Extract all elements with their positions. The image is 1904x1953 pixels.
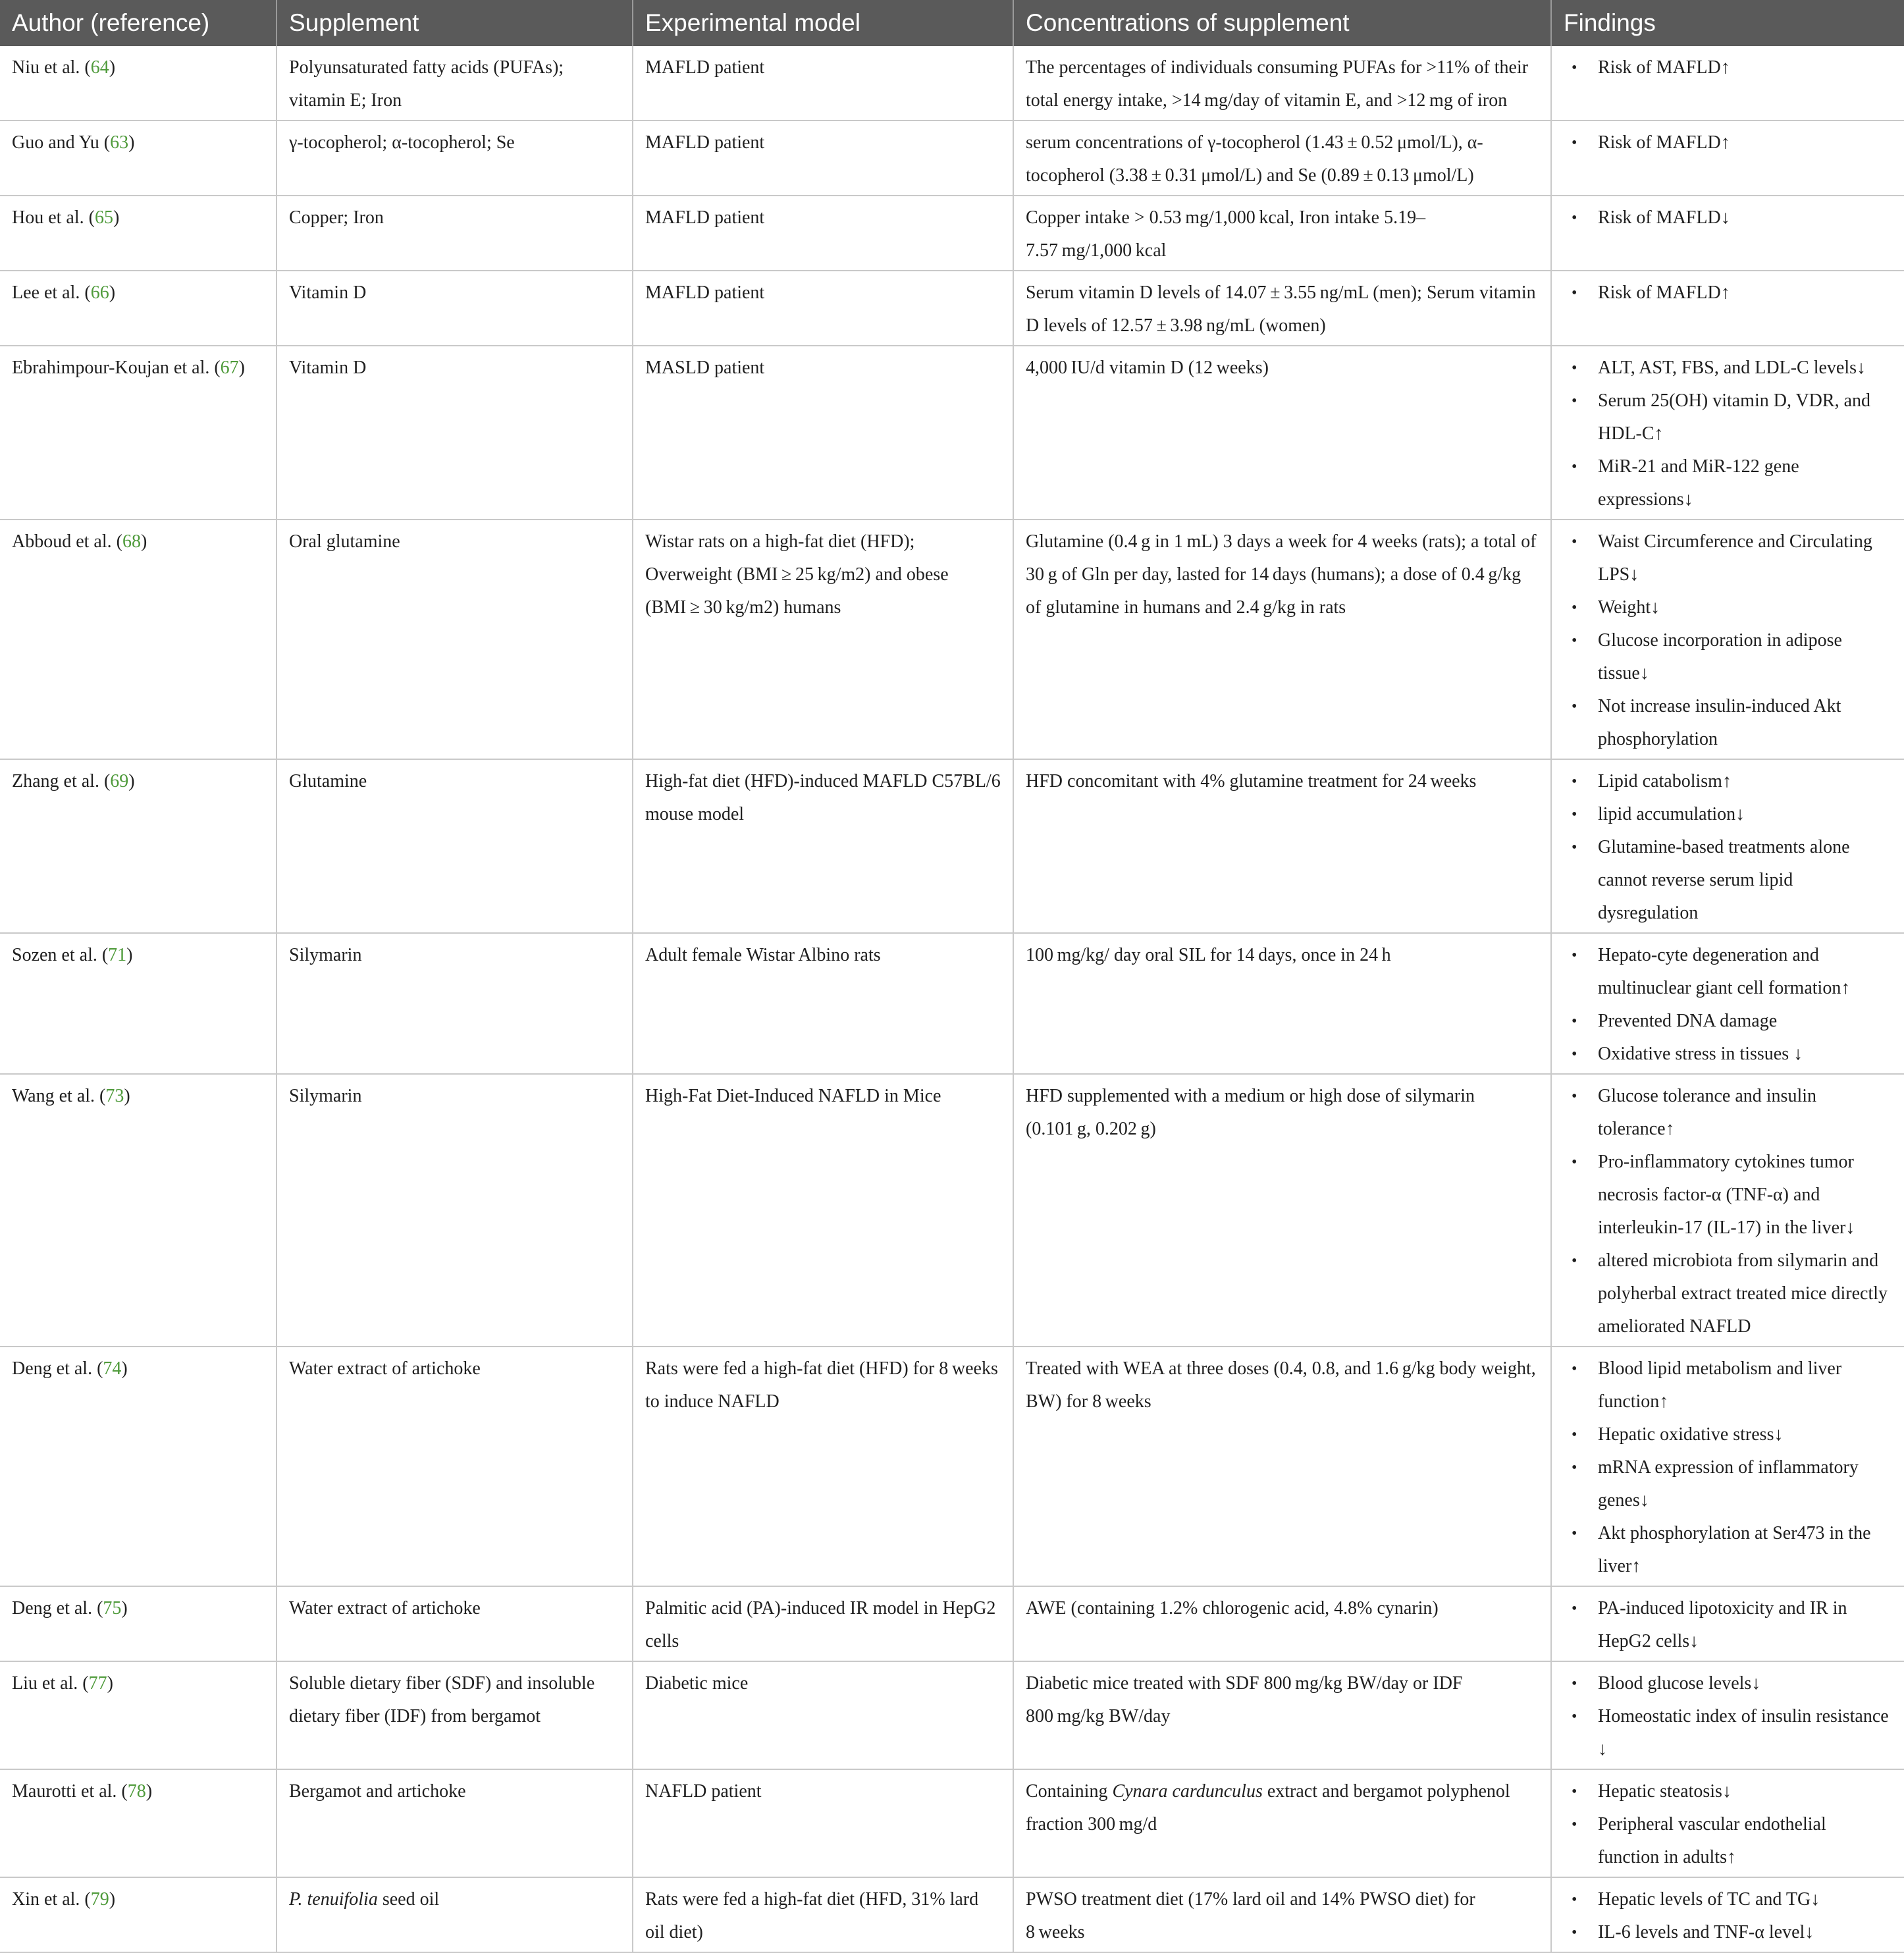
author-name: Xin et al. ( [12,1889,91,1910]
author-name: Liu et al. ( [12,1673,89,1694]
supplement-text: Polyunsaturated fatty acids (PUFAs); vitamin E; Iron [289,57,564,111]
cell-model [633,1074,1013,1347]
finding-item: • Hepato-cyte degeneration and multinuclear giant cell formation↑ [1564,939,1892,1005]
table-row [0,346,1904,520]
finding-item: • Glutamine-based treatments alone cannot reverse serum lipid dysregulation [1564,831,1892,930]
table-row [0,520,1904,759]
cell-concentration [1013,1769,1551,1877]
finding-item: • Prevented DNA damage [1564,1005,1892,1038]
reference-close: ) [140,531,147,552]
model-text: MAFLD patient [645,132,765,153]
cell-concentration [1013,1586,1551,1661]
author-name: Sozen et al. ( [12,945,109,965]
table-row [0,1769,1904,1877]
concentration-text: 4,000 IU/d vitamin D (12 weeks) [1026,358,1269,378]
cell-supplement [277,1769,633,1877]
cell-model [633,1769,1013,1877]
concentration-italic: Cynara cardunculus [1112,1781,1263,1802]
finding-item: • Pro-inflammatory cytokines tumor necrosis factor-α (TNF-α) and interleukin-17 (IL-17) in the liver↓ [1564,1146,1892,1244]
supplement-text: Soluble dietary fiber (SDF) and insoluble dietary fiber (IDF) from bergamot [289,1673,595,1726]
finding-item: • Risk of MAFLD↓ [1564,201,1892,234]
model-text: High-Fat Diet-Induced NAFLD in Mice [645,1086,941,1106]
supplement-text: Silymarin [289,945,362,965]
cell-author [0,1769,277,1877]
author-name: Hou et al. ( [12,207,95,228]
reference-close: ) [128,132,135,153]
table-row [0,1661,1904,1769]
finding-item: • Hepatic oxidative stress↓ [1564,1418,1892,1451]
concentration-prefix: Containing [1026,1781,1113,1802]
supplement-text: Vitamin D [289,358,367,378]
concentration-text: Treated with WEA at three doses (0.4, 0.8, and 1.6 g/kg body weight, BW) for 8 weeks [1026,1358,1536,1412]
cell-supplement [277,46,633,120]
cell-model [633,759,1013,933]
concentration-text: HFD concomitant with 4% glutamine treatment for 24 weeks [1026,771,1477,791]
finding-item: • altered microbiota from silymarin and polyherbal extract treated mice directly ameliorated NAFLD [1564,1244,1892,1343]
finding-item: • Homeostatic index of insulin resistance ↓ [1564,1700,1892,1766]
cell-findings [1551,759,1904,933]
author-name: Ebrahimpour-Koujan et al. ( [12,358,221,378]
finding-item: • Blood glucose levels↓ [1564,1667,1892,1700]
header-author: Author (reference) [12,9,210,36]
supplement-text: Silymarin [289,1086,362,1106]
cell-findings [1551,346,1904,520]
table-row [0,1877,1904,1952]
reference-link[interactable]: 68 [122,531,141,552]
cell-supplement [277,759,633,933]
finding-item: • Risk of MAFLD↑ [1564,126,1892,159]
cell-model [633,1347,1013,1586]
reference-close: ) [109,282,116,303]
concentration-text: AWE (containing 1.2% chlorogenic acid, 4.8% cynarin) [1026,1598,1439,1619]
cell-author [0,933,277,1074]
cell-findings [1551,1347,1904,1586]
concentration-text: PWSO treatment diet (17% lard oil and 14% PWSO diet) for 8 weeks [1026,1889,1475,1942]
cell-author [0,346,277,520]
supplement-text: Copper; Iron [289,207,384,228]
author-name: Niu et al. ( [12,57,91,78]
cell-concentration [1013,346,1551,520]
cell-model [633,1586,1013,1661]
finding-item: • Serum 25(OH) vitamin D, VDR, and HDL-C↑ [1564,385,1892,450]
model-text: Adult female Wistar Albino rats [645,945,881,965]
model-text: MAFLD patient [645,57,765,78]
findings-list [1564,201,1892,234]
cell-author [0,1877,277,1952]
finding-item: • Glucose tolerance and insulin tolerance↑ [1564,1080,1892,1146]
cell-concentration [1013,520,1551,759]
cell-author [0,1347,277,1586]
model-text: Rats were fed a high-fat diet (HFD, 31% lard oil diet) [645,1889,979,1942]
table-row [0,1347,1904,1586]
cell-model [633,346,1013,520]
supplement-text: Glutamine [289,771,367,791]
cell-author [0,120,277,196]
table-header [0,0,1904,46]
table-row [0,196,1904,271]
table-row [0,933,1904,1074]
cell-supplement [277,346,633,520]
cell-supplement [277,1661,633,1769]
reference-close: ) [109,1889,116,1910]
cell-author [0,46,277,120]
cell-model [633,46,1013,120]
finding-item: • Risk of MAFLD↑ [1564,51,1892,84]
cell-supplement [277,520,633,759]
cell-supplement [277,196,633,271]
cell-supplement [277,271,633,346]
cell-supplement [277,1074,633,1347]
finding-item: • PA-induced lipotoxicity and IR in HepG2 cells↓ [1564,1592,1892,1658]
reference-close: ) [124,1086,130,1106]
cell-concentration [1013,933,1551,1074]
supplement-text: Water extract of artichoke [289,1598,481,1619]
finding-item: • mRNA expression of inflammatory genes↓ [1564,1451,1892,1517]
cell-author [0,1661,277,1769]
header-supplement: Supplement [277,0,633,46]
model-text: MAFLD patient [645,207,765,228]
reference-link[interactable]: 71 [108,945,127,965]
model-text: Palmitic acid (PA)-induced IR model in HepG2 cells [645,1598,996,1651]
cell-findings [1551,46,1904,120]
supplement-text: Bergamot and artichoke [289,1781,466,1802]
cell-model [633,120,1013,196]
finding-item: • Lipid catabolism↑ [1564,765,1892,798]
cell-concentration [1013,196,1551,271]
cell-findings [1551,933,1904,1074]
findings-list [1564,51,1892,84]
cell-model [633,1661,1013,1769]
model-text: MASLD patient [645,358,765,378]
cell-concentration [1013,1347,1551,1586]
cell-author [0,759,277,933]
cell-supplement [277,120,633,196]
cell-model [633,1877,1013,1952]
concentration-text: The percentages of individuals consuming PUFAs for >11% of their total energy intake, >14 mg/day of vitamin E, and >12 mg of iron [1026,57,1529,111]
findings-list [1564,1775,1892,1874]
finding-item: • Glucose incorporation in adipose tissue↓ [1564,624,1892,690]
cell-concentration [1013,46,1551,120]
table-row [0,271,1904,346]
author-name: Guo and Yu ( [12,132,111,153]
cell-supplement [277,933,633,1074]
author-name: Deng et al. ( [12,1598,103,1619]
finding-item: • MiR-21 and MiR-122 gene expressions↓ [1564,450,1892,516]
finding-item: • Weight↓ [1564,591,1892,624]
cell-supplement [277,1347,633,1586]
cell-concentration [1013,271,1551,346]
reference-close: ) [145,1781,153,1802]
cell-findings [1551,1661,1904,1769]
author-name: Zhang et al. ( [12,771,111,791]
table-row [0,46,1904,120]
cell-findings [1551,1769,1904,1877]
reference-link[interactable]: 78 [127,1781,146,1802]
finding-item: • ALT, AST, FBS, and LDL-C levels↓ [1564,352,1892,385]
findings-list [1564,352,1892,516]
model-text: Rats were fed a high-fat diet (HFD) for 8 weeks to induce NAFLD [645,1358,998,1412]
cell-concentration [1013,1877,1551,1952]
table-row [0,1586,1904,1661]
findings-list [1564,1080,1892,1343]
cell-author [0,520,277,759]
model-text: Wistar rats on a high-fat diet (HFD); Overweight (BMI ≥ 25 kg/m2) and obese (BMI ≥ 30 kg/m2) humans [645,531,949,618]
author-name: Abboud et al. ( [12,531,122,552]
cell-findings [1551,520,1904,759]
reference-link[interactable]: 67 [220,358,239,378]
cell-author [0,196,277,271]
header-findings: Findings [1551,0,1904,46]
supplement-text: Water extract of artichoke [289,1358,481,1379]
concentration-text: Glutamine (0.4 g in 1 mL) 3 days a week for 4 weeks (rats); a total of 30 g of Gln per day, lasted for 14 days (humans); a dose of 0.4 g/kg of glutamine in humans and 2.4 g/kg in rats [1026,531,1537,618]
reference-link[interactable]: 77 [88,1673,107,1694]
cell-findings [1551,120,1904,196]
reference-link[interactable]: 63 [110,132,129,153]
cell-author [0,1074,277,1347]
findings-list [1564,1592,1892,1658]
header-model: Experimental model [633,0,1013,46]
finding-item: • IL-6 levels and TNF-α level↓ [1564,1916,1892,1949]
reference-close: ) [238,358,245,378]
findings-list [1564,1883,1892,1949]
finding-item: • Blood lipid metabolism and liver function↑ [1564,1352,1892,1418]
cell-author [0,271,277,346]
reference-close: ) [121,1358,128,1379]
finding-item: • Hepatic steatosis↓ [1564,1775,1892,1808]
cell-findings [1551,1877,1904,1952]
findings-list [1564,277,1892,309]
concentration-text: HFD supplemented with a medium or high dose of silymarin (0.101 g, 0.202 g) [1026,1086,1475,1139]
cell-supplement [277,1877,633,1952]
author-name: Lee et al. ( [12,282,91,303]
model-text: NAFLD patient [645,1781,762,1802]
author-name: Deng et al. ( [12,1358,103,1379]
reference-link[interactable]: 65 [94,207,113,228]
author-name: Wang et al. ( [12,1086,106,1106]
table-row [0,759,1904,933]
concentration-text: extract and bergamot polyphenol fraction 300 mg/d [1026,1781,1510,1834]
reference-close: ) [113,207,120,228]
model-text: High-fat diet (HFD)-induced MAFLD C57BL/6 mouse model [645,771,1001,824]
cell-concentration [1013,1661,1551,1769]
reference-close: ) [107,1673,113,1694]
findings-list [1564,1352,1892,1583]
cell-concentration [1013,759,1551,933]
reference-close: ) [128,771,135,791]
concentration-text: serum concentrations of γ-tocopherol (1.43 ± 0.52 μmol/L), α-tocopherol (3.38 ± 0.31 μmol/L) and Se (0.89 ± 0.13 μmol/L) [1026,132,1483,186]
header-row [0,0,1904,46]
model-text: Diabetic mice [645,1673,749,1694]
findings-list [1564,765,1892,930]
reference-link[interactable]: 73 [105,1086,124,1106]
supplement-text: Oral glutamine [289,531,400,552]
model-text: MAFLD patient [645,282,765,303]
cell-findings [1551,271,1904,346]
supplement-text: γ-tocopherol; α-tocopherol; Se [289,132,515,153]
reference-close: ) [121,1598,128,1619]
reference-close: ) [109,57,116,78]
table-row [0,1074,1904,1347]
reference-link[interactable]: 75 [103,1598,122,1619]
cell-model [633,196,1013,271]
cell-findings [1551,1074,1904,1347]
concentration-text: Serum vitamin D levels of 14.07 ± 3.55 ng/mL (men); Serum vitamin D levels of 12.57 ± 3.98 ng/mL (women) [1026,282,1536,336]
findings-list [1564,939,1892,1071]
finding-item: • Oxidative stress in tissues ↓ [1564,1038,1892,1071]
reference-link[interactable]: 66 [90,282,109,303]
supplement-italic: P. tenuifolia [289,1889,378,1910]
finding-item: • lipid accumulation↓ [1564,798,1892,831]
finding-item: • Hepatic levels of TC and TG↓ [1564,1883,1892,1916]
supplement-text: seed oil [377,1889,440,1910]
cell-model [633,933,1013,1074]
table-row [0,120,1904,196]
finding-item: • Waist Circumference and Circulating LPS↓ [1564,525,1892,591]
finding-item: • Risk of MAFLD↑ [1564,277,1892,309]
cell-findings [1551,1586,1904,1661]
findings-list [1564,126,1892,159]
reference-link[interactable]: 64 [90,57,109,78]
cell-supplement [277,1586,633,1661]
supplement-text: Vitamin D [289,282,367,303]
header-concentrations: Concentrations of supplement [1013,0,1551,46]
table-body [0,46,1904,1952]
concentration-text: Copper intake > 0.53 mg/1,000 kcal, Iron intake 5.19–7.57 mg/1,000 kcal [1026,207,1426,261]
findings-list [1564,525,1892,756]
findings-list [1564,1667,1892,1766]
reference-close: ) [126,945,133,965]
author-name: Maurotti et al. ( [12,1781,128,1802]
concentration-text: 100 mg/kg/ day oral SIL for 14 days, once in 24 h [1026,945,1391,965]
cell-model [633,271,1013,346]
finding-item: • Akt phosphorylation at Ser473 in the liver↑ [1564,1517,1892,1583]
reference-link[interactable]: 69 [110,771,129,791]
reference-link[interactable]: 74 [103,1358,122,1379]
finding-item: • Peripheral vascular endothelial function in adults↑ [1564,1808,1892,1874]
cell-findings [1551,196,1904,271]
concentration-text: Diabetic mice treated with SDF 800 mg/kg BW/day or IDF 800 mg/kg BW/day [1026,1673,1463,1726]
cell-concentration [1013,120,1551,196]
cell-author [0,1586,277,1661]
cell-model [633,520,1013,759]
reference-link[interactable]: 79 [90,1889,109,1910]
cell-concentration [1013,1074,1551,1347]
finding-item: • Not increase insulin-induced Akt phosphorylation [1564,690,1892,756]
